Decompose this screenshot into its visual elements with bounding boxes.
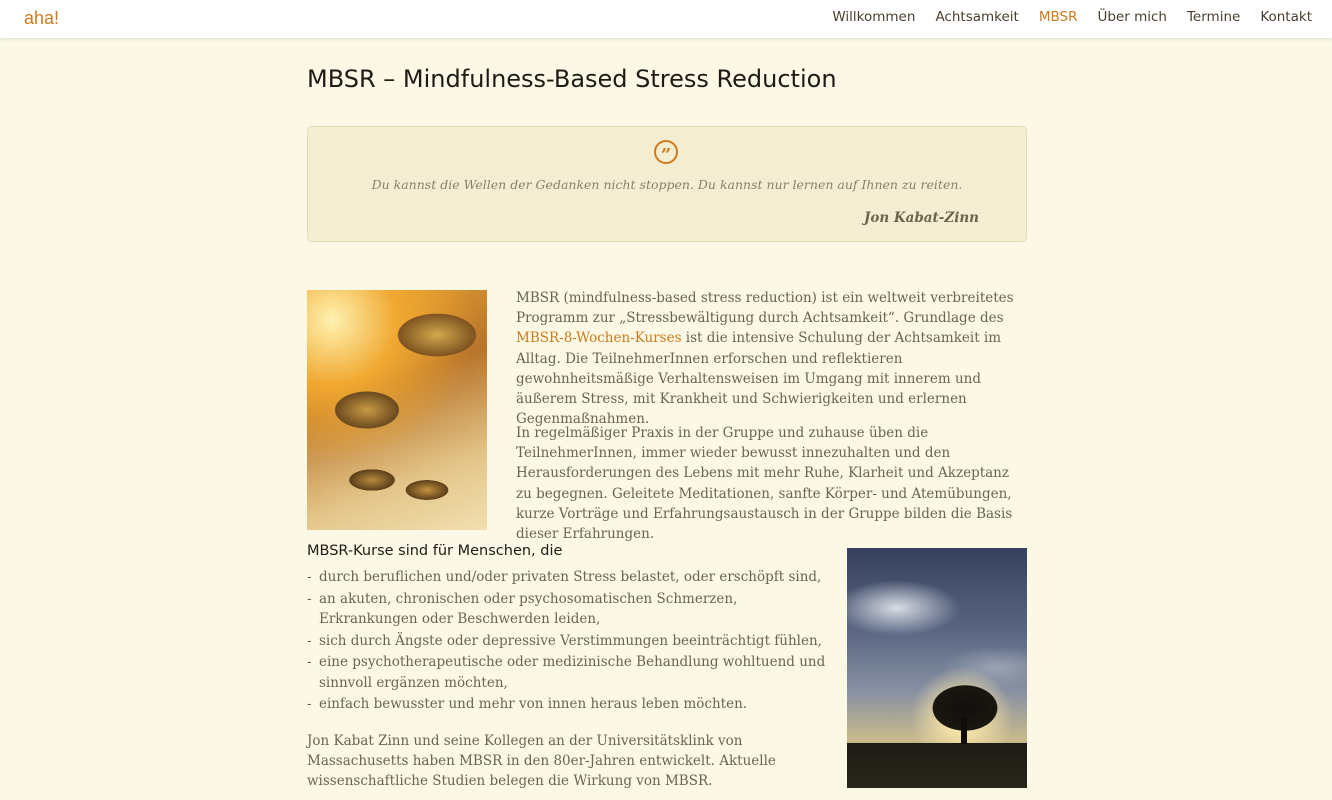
quote-box [307, 126, 1027, 242]
quote-text: Du kannst die Wellen der Gedanken nicht stoppen. Du kannst nur lernen auf Ihnen zu reiten. [371, 177, 963, 192]
nav-item-achtsamkeit[interactable]: Achtsamkeit [935, 9, 1019, 25]
list-item: - an akuten, chronischen oder psychosomatischen Schmerzen, Erkrankungen oder Beschwerden leiden, [307, 589, 827, 629]
site-logo[interactable]: aha! [24, 8, 60, 28]
nav-item-kontakt[interactable]: Kontakt [1260, 9, 1312, 25]
intro-text-start: MBSR (mindfulness-based stress reduction) ist ein weltweit verbreitetes Programm zur „Stressbewältigung durch Achtsamkeit“. Grundlage des [516, 290, 1014, 327]
quote-author: Jon Kabat-Zinn [863, 210, 979, 226]
audience-heading: MBSR-Kurse sind für Menschen, die [307, 543, 563, 559]
list-item: - einfach bewusster und mehr von innen heraus leben möchten. [307, 694, 827, 714]
list-item: - eine psychotherapeutische oder medizinische Behandlung wohltuend und sinnvoll ergänzen möchten, [307, 652, 827, 692]
singing-bowls-image [307, 290, 487, 530]
intro-paragraph-2: In regelmäßiger Praxis in der Gruppe und zuhause üben die TeilnehmerInnen, immer wieder bewusst innezuhalten und den Herausforderungen des Lebens mit mehr Ruhe, Klarheit und Akzeptanz zu begegnen. Geleitete Meditationen, sanfte Körper- und Atemübungen, kurze Vorträge und Erfahrungsaustausch in der Gruppe bilden die Basis dieser Erfahrungen. [516, 425, 1013, 543]
list-item: - durch beruflichen und/oder privaten Stress belastet, oder erschöpft sind, [307, 567, 827, 587]
top-navbar [0, 0, 1332, 38]
history-paragraph: Jon Kabat Zinn und seine Kollegen an der Universitätsklink von Massachusetts haben MBSR in den 80er-Jahren entwickelt. Aktuelle wissenschaftliche Studien belegen die Wirkung von MBSR. [307, 733, 776, 790]
tree-sunset-image [847, 548, 1027, 788]
intro-text-end: ist die intensive Schulung der Achtsamkeit im Alltag. Die TeilnehmerInnen erforschen und reflektieren gewohnheitsmäßige Verhaltensweisen im Umgang mit innerem und äußerem Stress, mit Krankheit und Schwierigkeiten und erlernen Gegenmaßnahmen. [516, 330, 1002, 428]
nav-item-termine[interactable]: Termine [1186, 9, 1241, 25]
mbsr-course-link[interactable]: MBSR-8-Wochen-Kurses [516, 330, 682, 347]
page-title: MBSR – Mindfulness-Based Stress Reduction [307, 65, 837, 93]
quote-icon: ” [654, 140, 678, 164]
nav-item-willkommen[interactable]: Willkommen [832, 9, 916, 25]
intro-paragraph-1 [516, 288, 1028, 429]
tree-trunk [961, 718, 967, 744]
list-item: - sich durch Ängste oder depressive Verstimmungen beeinträchtigt fühlen, [307, 631, 827, 651]
nav-item-mbsr[interactable]: MBSR [1038, 9, 1078, 25]
audience-list [307, 567, 827, 716]
main-nav [832, 9, 1312, 25]
nav-item-ueber-mich[interactable]: Über mich [1097, 9, 1167, 25]
